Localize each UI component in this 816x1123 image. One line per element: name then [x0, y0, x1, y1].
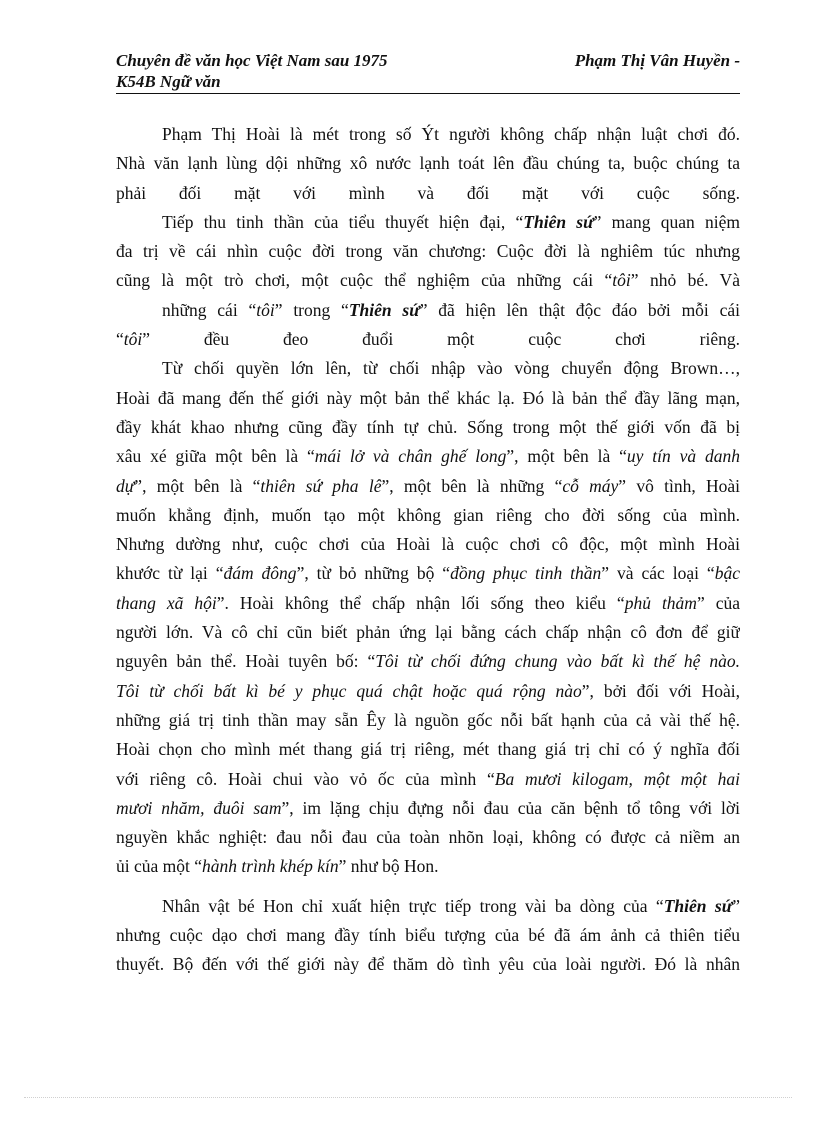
text-line: ủi của một “hành trình khép kín” như bộ Hon.	[116, 856, 439, 877]
text-line: những giá trị tinh thần may sẵn Êy là nguồn gốc nỗi bất hạnh của cả vài thế hệ.	[116, 709, 740, 730]
text-line: đa trị về cái nhìn cuộc đời trong văn chương: Cuộc đời là nghiêm túc nhưng	[116, 241, 740, 262]
page-header	[116, 50, 740, 92]
header-class: K54B Ngữ văn	[116, 72, 221, 91]
text-line: với riêng cô. Hoài chui vào vỏ ốc của mình “Ba mươi kilogam, một một hai	[116, 768, 740, 789]
text-line: muốn khẳng định, muốn tạo một không gian riêng cho đời sống của mình.	[116, 504, 740, 525]
text-line: Nhà văn lạnh lùng dội những xô nước lạnh toát lên đầu chúng ta, buộc chúng ta	[116, 153, 740, 174]
text-line: thang xã hội”. Hoài không thể chấp nhận lối sống theo kiểu “phủ thảm” của	[116, 592, 740, 613]
text-line: Tiếp thu tinh thần của tiểu thuyết hiện đại, “Thiên sứ” mang quan niệm	[162, 211, 740, 232]
text-line: xâu xé giữa một bên là “mái lở và chân ghế long”, một bên là “uy tín và danh	[116, 446, 740, 467]
text-line: mươi nhăm, đuôi sam”, im lặng chịu đựng nỗi đau của căn bệnh tổ tông với lời	[116, 797, 740, 818]
body-text	[116, 120, 740, 980]
header-author: Phạm Thị Vân Huyền -	[574, 51, 740, 70]
text-line: Nhưng dường như, cuộc chơi của Hoài là cuộc chơi cô độc, một mình Hoài	[116, 534, 740, 555]
text-line: Tôi từ chối bất kì bé y phục quá chật hoặc quá rộng nào”, bởi đối với Hoài,	[116, 680, 740, 701]
header-rule	[116, 93, 740, 94]
page-bottom-border	[24, 1097, 792, 1098]
text-line: nguyền khắc nghiệt: đau nỗi đau của toàn nhõn loại, không có được cả niềm an	[116, 827, 740, 848]
text-line: Nhân vật bé Hon chỉ xuất hiện trực tiếp trong vài ba dòng của “Thiên sứ”	[162, 895, 740, 916]
text-line: thuyết. Bộ đến với thế giới này để thăm dò tình yêu của loài người. Đó là nhân	[116, 954, 740, 975]
text-line: khước từ lại “đám đông”, từ bỏ những bộ “đồng phục tinh thần” và các loại “bậc	[116, 563, 740, 584]
text-line: người lớn. Và cô chỉ cũn biết phản ứng lại bằng cách chấp nhận cô đơn để giữ	[116, 622, 740, 643]
text-line: cũng là một trò chơi, một cuộc thể nghiệm của những cái “tôi” nhỏ bé. Và	[116, 270, 740, 291]
text-line: Phạm Thị Hoài là mét trong số Ýt người không chấp nhận luật chơi đó.	[162, 124, 740, 144]
text-line: Hoài đã mang đến thế giới này một bản thể khác lạ. Đó là bản thể đầy lãng mạn,	[116, 387, 740, 408]
text-line: đầy khát khao nhưng cũng đầy tính tự chủ. Sống trong một thế giới vốn đã bị	[116, 416, 740, 437]
header-title: Chuyên đề văn học Việt Nam sau 1975	[116, 51, 388, 70]
text-line: nhưng cuộc dạo chơi mang đầy tính biểu tượng của bé đã ám ảnh cả thiên tiểu	[116, 925, 740, 946]
text-line: dự”, một bên là “thiên sứ pha lê”, một bên là những “cỗ máy” vô tình, Hoài	[116, 475, 740, 496]
text-line: “tôi” đều đeo đuổi một cuộc chơi riêng.	[116, 329, 740, 350]
text-line: Hoài chọn cho mình mét thang giá trị riêng, mét thang giá trị chỉ có ý nghĩa đối	[116, 739, 740, 760]
text-line: những cái “tôi” trong “Thiên sứ” đã hiện lên thật độc đáo bởi mỗi cái	[162, 299, 740, 320]
text-line: Từ chối quyền lớn lên, từ chối nhập vào vòng chuyển động Brown…,	[162, 358, 740, 379]
text-line: phải đối mặt với mình và đối mặt với cuộc sống.	[116, 182, 740, 203]
text-line: nguyên bản thể. Hoài tuyên bố: “Tôi từ chối đứng chung vào bất kì thế hệ nào.	[116, 651, 740, 672]
